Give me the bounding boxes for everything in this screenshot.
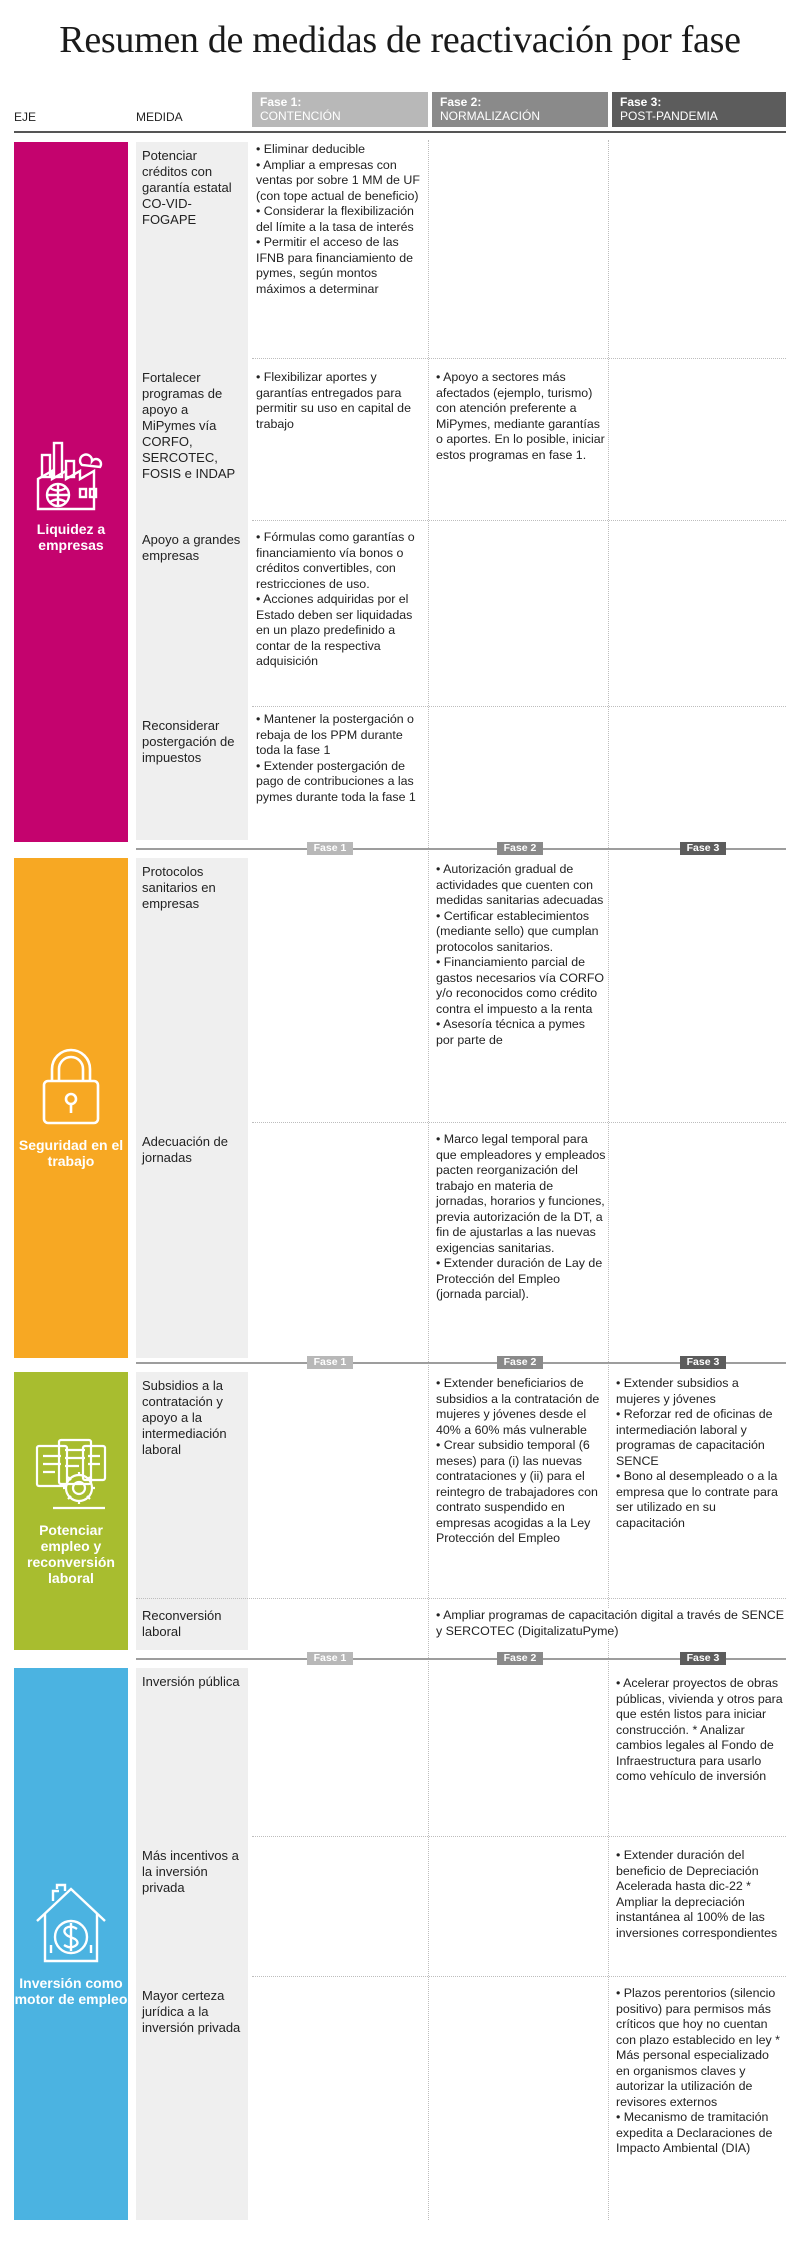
section-liquidez (14, 142, 128, 842)
phase-header-1-name: CONTENCIÓN (260, 109, 341, 123)
phase-tag-1: Fase 1 (307, 1356, 353, 1369)
measure-item: • Mecanismo de tramitación expedita a Declaraciones de Impacto Ambiental (DIA) (616, 2110, 786, 2157)
measure-item: • Eliminar deducible (256, 142, 426, 158)
phase-header-3-num: Fase 3: (620, 95, 662, 109)
medida-text: Potenciar créditos con garantía estatal CO-VID-FOGAPE (142, 148, 232, 227)
measure-cell-fase2 (436, 370, 606, 463)
phase-header-3 (612, 92, 786, 127)
row-divider (252, 358, 786, 359)
phase-tag-3: Fase 3 (680, 1356, 726, 1369)
padlock-icon (38, 1047, 104, 1127)
measure-cell-fase3 (616, 1376, 786, 1531)
measure-item: • Extender postergación de pago de contribuciones a las pymes durante toda la fase 1 (256, 759, 426, 806)
phase-header-1 (252, 92, 428, 127)
phase-header-2 (432, 92, 608, 127)
measure-item: • Extender duración de Lay de Protección del Empleo (jornada parcial). (436, 1256, 606, 1303)
phase-header-2-name: NORMALIZACIÓN (440, 109, 541, 123)
measure-item: • Extender subsidios a mujeres y jóvenes (616, 1376, 786, 1407)
header-rule (14, 131, 786, 133)
medida-text: Mayor certeza jurídica a la inversión privada (142, 1988, 241, 2035)
measure-item: • Considerar la flexibilización del límite a la tasa de interés (256, 204, 426, 235)
column-divider (428, 140, 429, 2220)
section-label: Liquidez a empresas (36, 521, 106, 553)
medida-text: Más incentivos a la inversión privada (142, 1848, 239, 1895)
measure-cell-fase3 (616, 1676, 786, 1785)
measure-item: • Bono al desempleado o a la empresa que lo contrate para ser utilizado en su capacitación (616, 1469, 786, 1531)
measure-item: • Marco legal temporal para que empleadores y empleados pacten reorganización del trabajo en materia de jornadas, horarios y funciones, previa autorización de la DT, a fin de ajustarlas a las nuevas exigencias sanitarias. (436, 1132, 606, 1256)
row-divider (252, 706, 786, 707)
measure-cell-wide (436, 1608, 786, 1639)
measure-cell-fase2 (436, 862, 606, 1048)
measure-item: • Mantener la postergación o rebaja de los PPM durante toda la fase 1 (256, 712, 426, 759)
measure-item: • Asesoría técnica a pymes por parte de (436, 1017, 606, 1048)
medida-text: Subsidios a la contratación y apoyo a la intermediación laboral (142, 1378, 227, 1457)
row-divider (252, 520, 786, 521)
measure-cell-fase2 (436, 1132, 606, 1303)
phase-tag-3: Fase 3 (680, 842, 726, 855)
medida-text: Adecuación de jornadas (142, 1134, 229, 1165)
phase-header-3-name: POST-PANDEMIA (620, 109, 718, 123)
phase-tag-2: Fase 2 (497, 1652, 543, 1665)
measure-item: • Extender beneficiarios de subsidios a la contratación de mujeres y jóvenes desde el 40% a 60% más vulnerable (436, 1376, 606, 1438)
phase-tag-2: Fase 2 (497, 842, 543, 855)
row-divider (252, 1976, 786, 1977)
phase-header-1-num: Fase 1: (260, 95, 302, 109)
section-empleo (14, 1372, 128, 1650)
measure-item: • Financiamiento parcial de gastos necesarios vía CORFO y/o reconocidos como crédito contra el impuesto a la renta (436, 955, 606, 1017)
measure-cell-fase3 (616, 1986, 786, 2157)
measure-cell-fase1 (256, 530, 426, 670)
measure-item: • Apoyo a sectores más afectados (ejemplo, turismo) con atención preferente a MiPymes, mediante garantías o aportes. En lo posible, iniciar estos programas en fase 1. (436, 370, 606, 463)
medida-text: Reconversión laboral (142, 1608, 222, 1639)
measure-item: • Ampliar programas de capacitación digital a través de SENCE y SERCOTEC (DigitalizatuPyme) (436, 1608, 786, 1639)
measure-item: • Flexibilizar aportes y garantías entregados para permitir su uso en capital de trabajo (256, 370, 426, 432)
measure-item: • Plazos perentorios (silencio positivo) para permisos más críticos que hoy no cuentan con plazo establecido en ley * Más personal especializado en organismos claves y autorizar la utilización de revisores externos (616, 1986, 786, 2110)
documents-gear-icon (31, 1436, 111, 1512)
medida-text: Protocolos sanitarios en empresas (142, 864, 216, 911)
measure-item: • Extender duración del beneficio de Depreciación Acelerada hasta dic-22 * Ampliar la depreciación instantánea al 100% de las inversiones correspondientes (616, 1848, 786, 1941)
medida-text: Inversión pública (142, 1674, 240, 1689)
row-divider (252, 1836, 786, 1837)
measure-item: • Acciones adquiridas por el Estado deben ser liquidadas en un plazo predefinido a contar de la respectiva adquisición (256, 592, 426, 670)
section-inversion (14, 1668, 128, 2220)
section-label: Potenciar empleo y reconversión laboral (27, 1522, 115, 1586)
section-label: Seguridad en el trabajo (18, 1137, 124, 1169)
factory-globe-icon (32, 431, 110, 511)
phase-tag-2: Fase 2 (497, 1356, 543, 1369)
measure-item: • Crear subsidio temporal (6 meses) para (i) las nuevas contrataciones y (ii) para el reintegro de trabajadores con contrato suspendido en empresas acogidas a la Ley Protección del Empleo (436, 1438, 606, 1547)
measure-item: • Ampliar a empresas con ventas por sobre 1 MM de UF (con tope actual de beneficio) (256, 158, 426, 205)
phase-tag-1: Fase 1 (307, 1652, 353, 1665)
section-seguridad (14, 858, 128, 1358)
measure-item: • Permitir el acceso de las IFNB para financiamiento de pymes, según montos máximos a determinar (256, 235, 426, 297)
measure-item: • Autorización gradual de actividades que cuenten con medidas sanitarias adecuadas (436, 862, 606, 909)
measure-cell-fase2 (436, 1376, 606, 1547)
section-label: Inversión como motor de empleo (14, 1975, 128, 2007)
measure-item: • Certificar establecimientos (mediante sello) que cumplan protocolos sanitarios. (436, 909, 606, 956)
measure-cell-fase3 (616, 1848, 786, 1941)
medida-text: Fortalecer programas de apoyo a MiPymes vía CORFO, SERCOTEC, FOSIS e INDAP (142, 370, 236, 481)
phase-tag-3: Fase 3 (680, 1652, 726, 1665)
column-header-medida: MEDIDA (136, 110, 183, 124)
measure-item: • Reforzar red de oficinas de intermediación laboral y programas de capacitación SENCE (616, 1407, 786, 1469)
row-divider (252, 1122, 786, 1123)
measure-cell-fase1 (256, 370, 426, 432)
measure-item: • Fórmulas como garantías o financiamiento vía bonos o créditos convertibles, con restricciones de uso. (256, 530, 426, 592)
medida-text: Apoyo a grandes empresas (142, 532, 241, 563)
column-divider (608, 140, 609, 2220)
phase-tag-1: Fase 1 (307, 842, 353, 855)
measure-cell-fase1 (256, 142, 426, 297)
page-title: Resumen de medidas de reactivación por fase (59, 19, 741, 61)
phase-header-2-num: Fase 2: (440, 95, 482, 109)
medida-text: Reconsiderar postergación de impuestos (142, 718, 235, 765)
measure-cell-fase1 (256, 712, 426, 805)
row-divider (136, 1598, 786, 1599)
column-header-eje: EJE (14, 110, 37, 124)
measure-item: • Acelerar proyectos de obras públicas, vivienda y otros para que estén listos para iniciar construcción. * Analizar cambios legales al Fondo de Infraestructura para usarlo como vehículo de inversión (616, 1676, 786, 1785)
house-money-icon (31, 1881, 111, 1965)
